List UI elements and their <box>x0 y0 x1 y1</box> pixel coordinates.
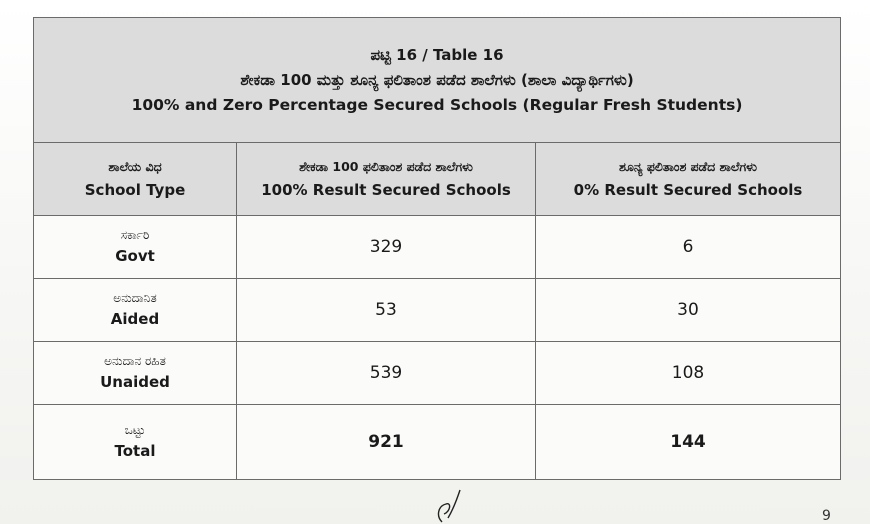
table-title <box>34 43 840 68</box>
column-header-kn: ಶೂನ್ಯ ಫಲಿತಾಂಶ ಪಡೆದ ಶಾಲೆಗಳು <box>619 159 757 174</box>
results-table <box>33 17 841 480</box>
table-row-unaided <box>34 342 841 405</box>
zero-percent-count: 108 <box>536 342 841 405</box>
zero-percent-count: 6 <box>536 216 841 279</box>
table-title-en: Table 16 <box>432 46 504 64</box>
table-header-row <box>34 143 841 216</box>
hundred-percent-count: 329 <box>237 216 536 279</box>
zero-percent-total: 144 <box>536 405 841 480</box>
column-header-kn: ಶಾಲೆಯ ವಿಧ <box>108 159 162 174</box>
table-subtitle-kn: ಶೇಕಡಾ 100 ಮತ್ತು ಶೂನ್ಯ ಫಲಿತಾಂಶ ಪಡೆದ ಶಾಲೆಗಳು (ಶಾಲಾ ವಿದ್ಯಾರ್ಥಿಗಳು) <box>240 71 634 89</box>
zero-percent-count: 30 <box>536 279 841 342</box>
table-row-govt <box>34 216 841 279</box>
school-type-cell <box>34 279 237 342</box>
school-type-cell <box>34 342 237 405</box>
hundred-percent-count: 53 <box>237 279 536 342</box>
signature-mark <box>428 488 468 524</box>
column-header-0-percent <box>536 143 841 216</box>
column-header-en: 100% Result Secured Schools <box>261 181 511 199</box>
school-type-kn: ಸರ್ಕಾರಿ <box>120 228 150 242</box>
school-type-cell <box>34 405 237 480</box>
school-type-en: Govt <box>115 247 155 265</box>
table-subtitle-en: 100% and Zero Percentage Secured Schools (Regular Fresh Students) <box>131 96 743 114</box>
school-type-kn: ಅನುದಾನಿತ <box>113 291 157 305</box>
table-title-block <box>34 18 841 143</box>
column-header-en: 0% Result Secured Schools <box>573 181 803 199</box>
school-type-en: Unaided <box>100 373 170 391</box>
table-title-kn: ಪಟ್ಟಿ 16 <box>370 46 418 64</box>
table-title-separator: / <box>417 46 433 64</box>
hundred-percent-count: 539 <box>237 342 536 405</box>
column-header-kn: ಶೇಕಡಾ 100 ಫಲಿತಾಂಶ ಪಡೆದ ಶಾಲೆಗಳು <box>299 159 473 174</box>
hundred-percent-total: 921 <box>237 405 536 480</box>
school-type-en: Total <box>114 442 156 460</box>
column-header-en: School Type <box>84 181 186 199</box>
school-type-kn: ಒಟ್ಟು <box>124 423 146 437</box>
school-type-en: Aided <box>110 310 160 328</box>
school-type-kn: ಅನುದಾನ ರಹಿತ <box>104 354 166 368</box>
table-row-total <box>34 405 841 480</box>
school-type-cell <box>34 216 237 279</box>
column-header-100-percent <box>237 143 536 216</box>
page-number: 9 <box>822 508 831 524</box>
column-header-school-type <box>34 143 237 216</box>
table-row-aided <box>34 279 841 342</box>
